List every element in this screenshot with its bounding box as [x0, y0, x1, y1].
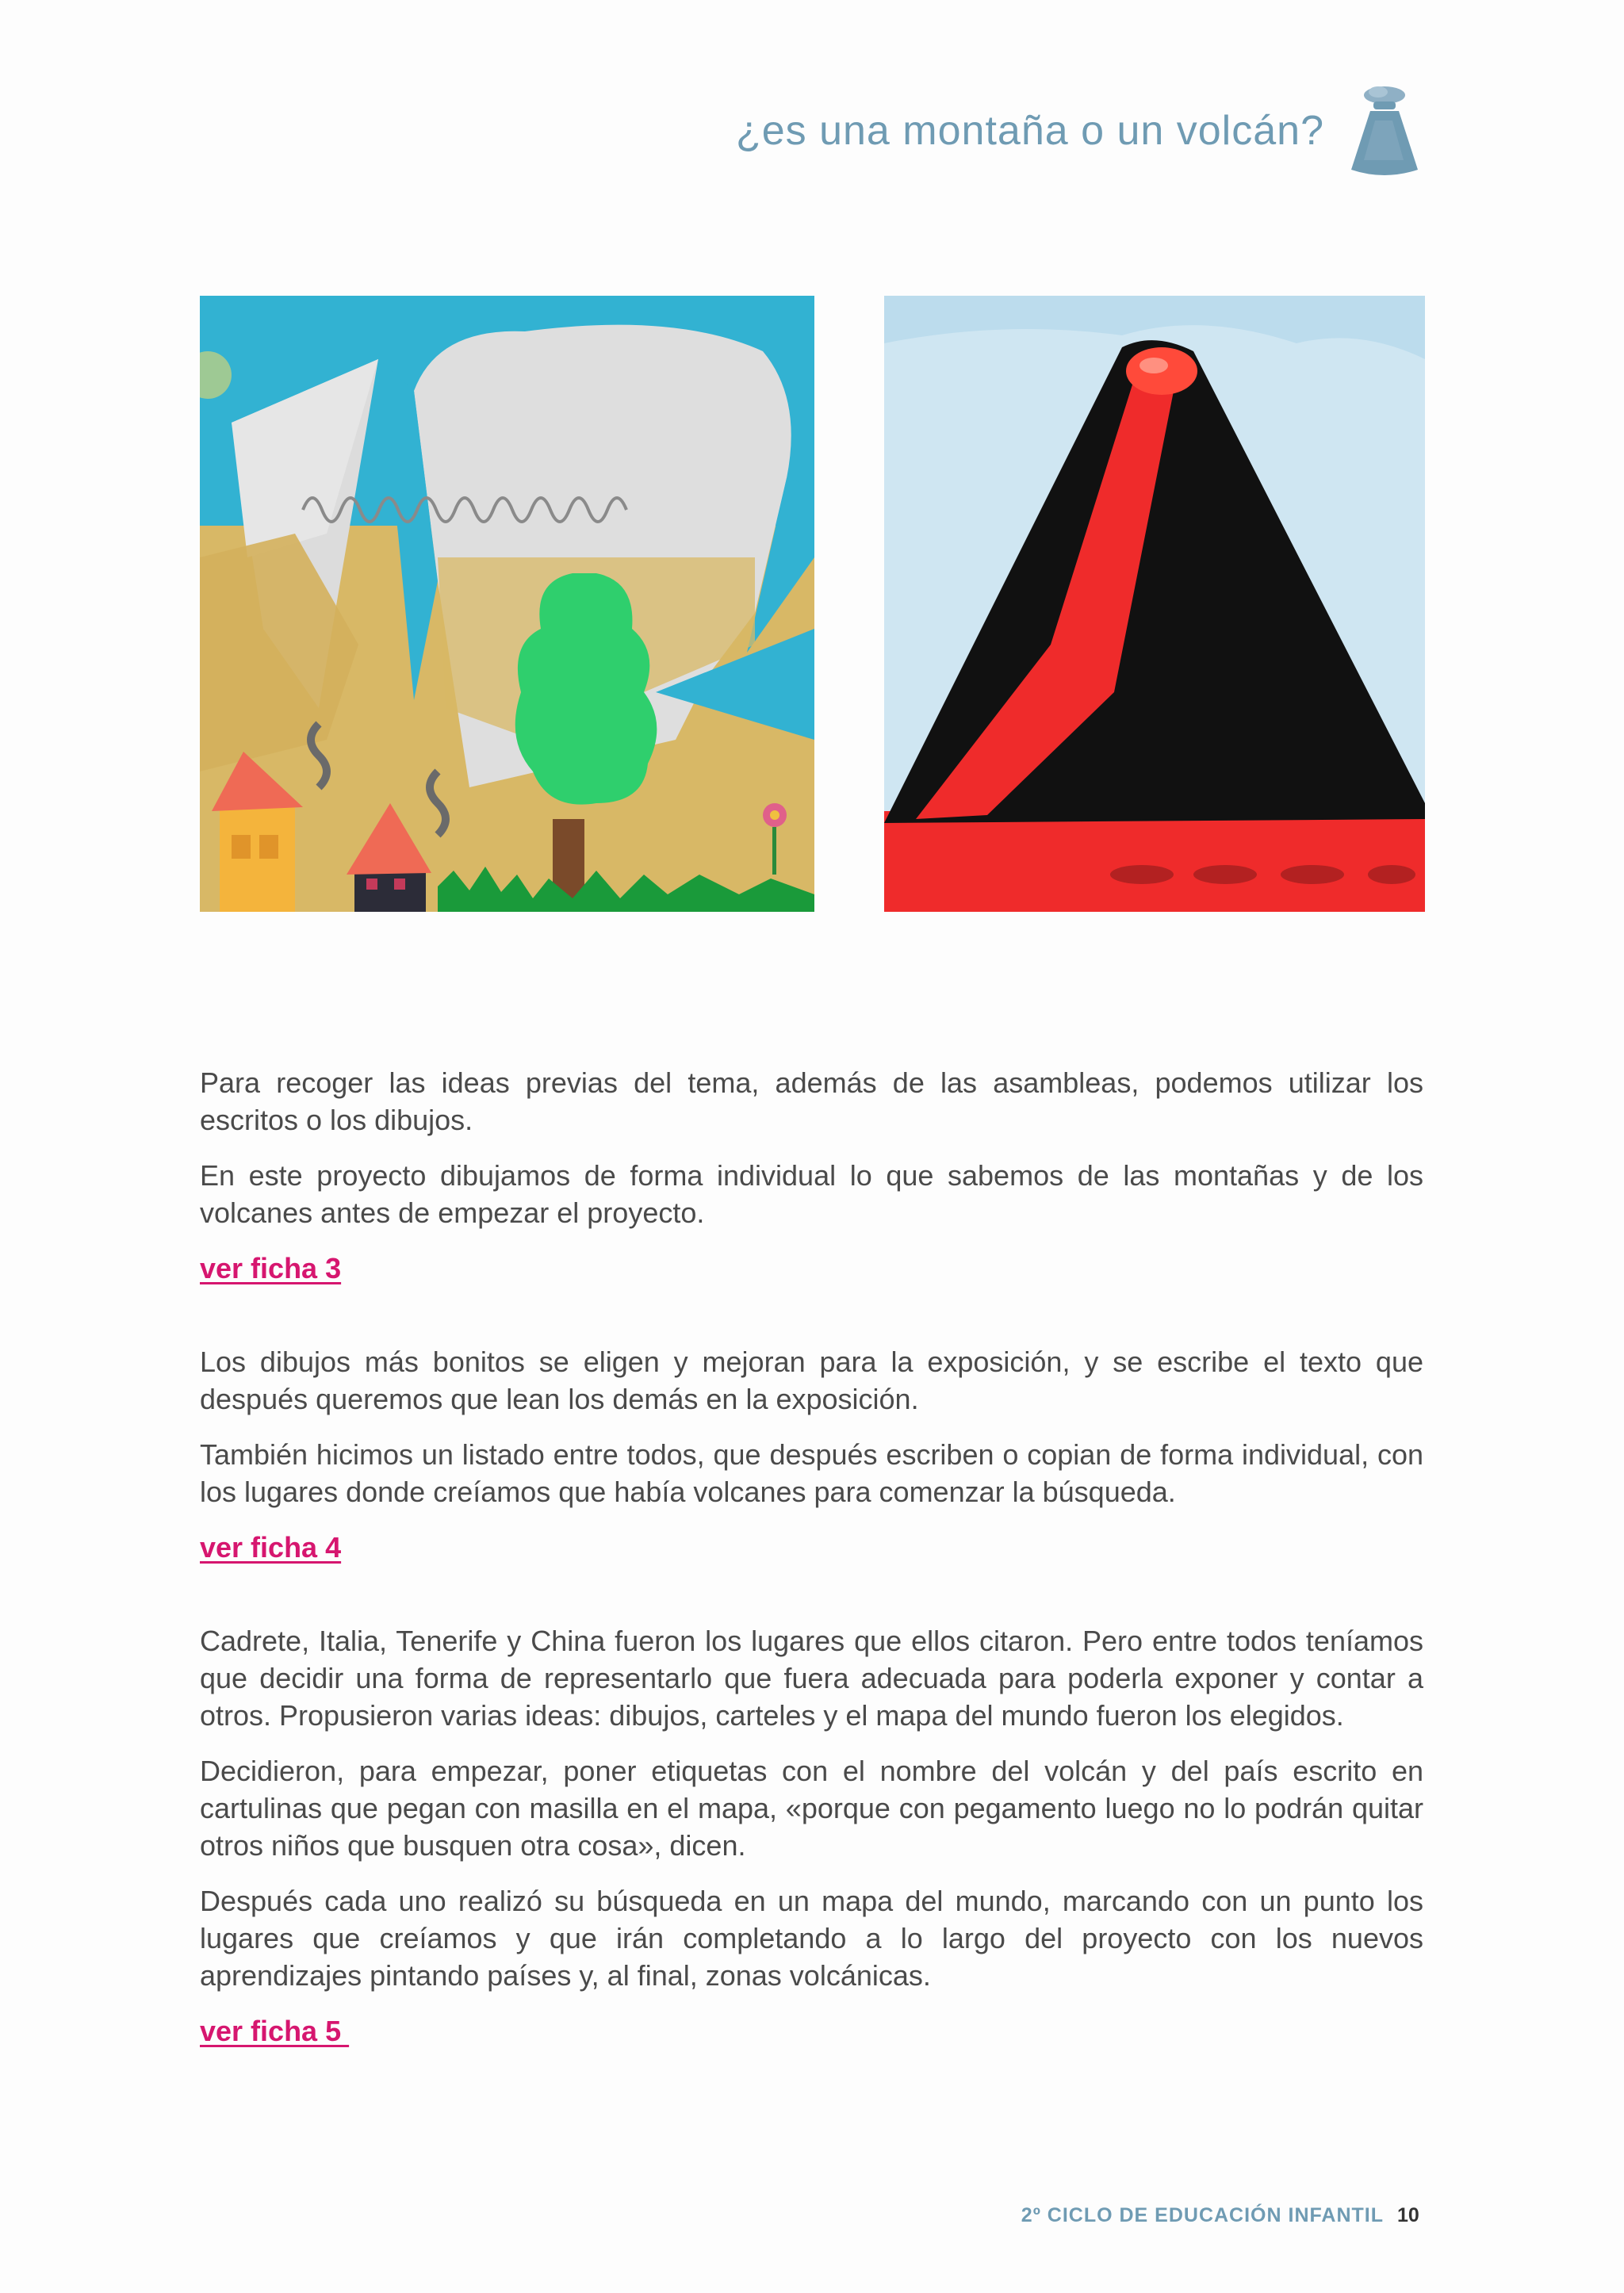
- paragraph: Los dibujos más bonitos se eligen y mejoran para la exposición, y se escribe el texto que después queremos que lean los demás en la exposición.: [200, 1346, 1423, 1415]
- page-number: 10: [1397, 2204, 1419, 2226]
- ver-ficha-5-link[interactable]: ver ficha 5: [200, 2015, 350, 2047]
- page-title: ¿es una montaña o un volcán?: [735, 108, 1324, 154]
- paragraph: En este proyecto dibujamos de forma individual lo que sabemos de las montañas y de los volcanes antes de empezar el proyecto.: [200, 1159, 1423, 1229]
- body-text: [200, 1064, 1423, 2050]
- children-drawing-mountains: [200, 296, 814, 912]
- paragraph: También hicimos un listado entre todos, que después escriben o copian de forma individual, con los lugares donde creíamos que había volcanes para comenzar la búsqueda.: [200, 1438, 1423, 1508]
- paragraph: Para recoger las ideas previas del tema, además de las asambleas, podemos utilizar los escritos o los dibujos.: [200, 1066, 1423, 1136]
- children-drawing-volcano: [884, 296, 1425, 912]
- footer-label: 2º CICLO DE EDUCACIÓN INFANTIL: [1021, 2204, 1384, 2226]
- paragraph: Después cada uno realizó su búsqueda en un mapa del mundo, marcando con un punto los lugares que creíamos y que irán completando a lo largo del proyecto con los nuevos aprendizajes pintando países y, al final, zonas volcánicas.: [200, 1885, 1423, 1992]
- ver-ficha-3-link[interactable]: ver ficha 3: [200, 1252, 342, 1284]
- volcano-icon: [1346, 81, 1423, 181]
- paragraph: Cadrete, Italia, Tenerife y China fueron los lugares que ellos citaron. Pero entre todos teníamos que decidir una forma de representarlo que fuera adecuada para poderla exponer y contar a otros. Propusieron varias ideas: dibujos, carteles y el mapa del mundo fueron los elegidos.: [200, 1625, 1423, 1732]
- ver-ficha-4-link[interactable]: ver ficha 4: [200, 1531, 342, 1564]
- paragraph: Decidieron, para empezar, poner etiquetas con el nombre del volcán y del país escrito en cartulinas que pegan con masilla en el mapa, «porque con pegamento luego no lo podrán quitar otros niños que busquen otra cosa», dicen.: [200, 1755, 1423, 1862]
